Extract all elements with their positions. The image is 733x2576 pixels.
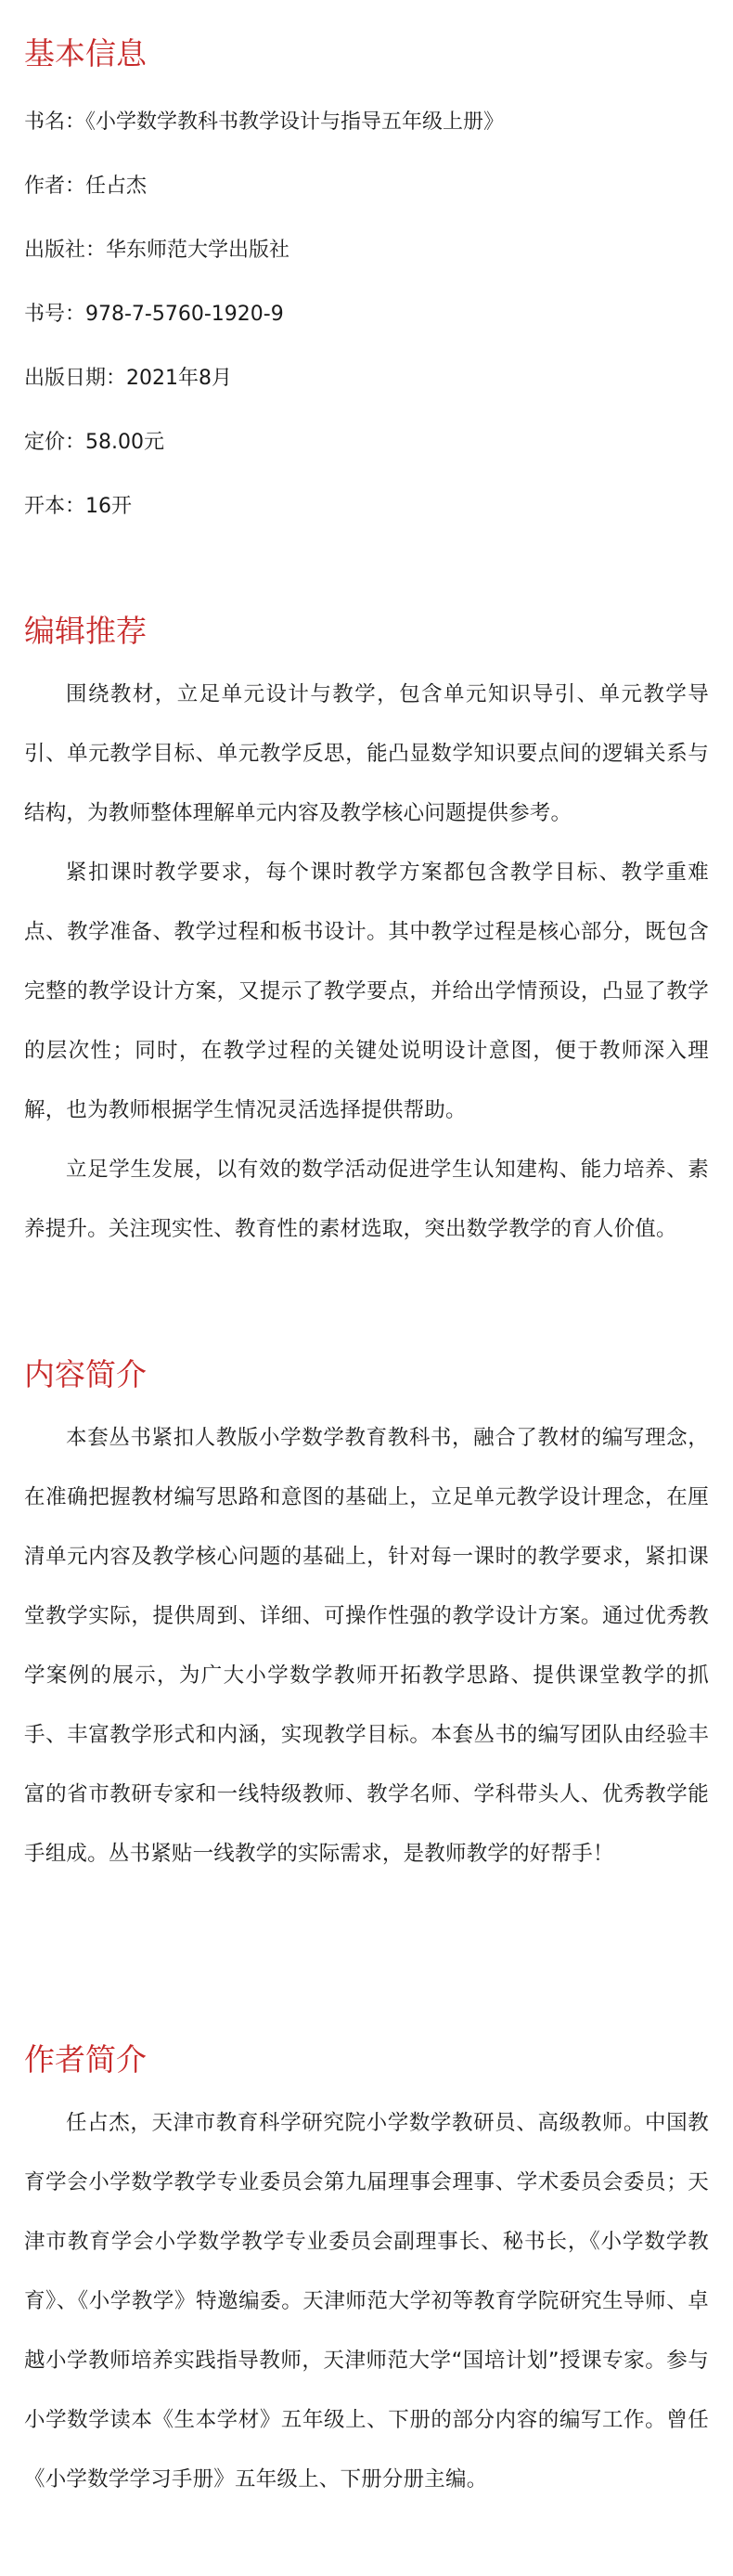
author-paragraph: 任占杰，天津市教育科学研究院小学数学教研员、高级教师。中国教育学会小学数学教学专业委员会第九届理事会理事、学术委员会委员；天津市教育学会小学数学教学专业委员会副理事长、秘书长，《小学数学教育》、《小学教学》特邀编委。天津师范大学初等教育学院研究生导师、卓越小学教师培养实践指导教师，天津师范大学“国培计划”授课专家。参与小学数学读本《生本学材》五年级上、下册的部分内容的编写工作。曾任《小学数学学习手册》五年级上、下册分册主编。 (24, 2111, 709, 2492)
section-title-basic-info: 基本信息 (24, 35, 147, 71)
summary-paragraph: 本套丛书紧扣人教版小学数学教育教科书，融合了教材的编写理念，在准确把握教材编写思路和意图的基础上，立足单元教学设计理念，在厘清单元内容及教学核心问题的基础上，针对每一课时的教学要求，紧扣课堂教学实际，提供周到、详细、可操作性强的教学设计方案。通过优秀教学案例的展示，为广大小学数学教师开拓教学思路、提供课堂教学的抓手、丰富教学形式和内涵，实现教学目标。本套丛书的编写团队由经验丰富的省市教研专家和一线特级教师、教学名师、学科带头人、优秀教学能手组成。丛书紧贴一线教学的实际需求，是教师教学的好帮手！ (24, 1426, 709, 1866)
info-isbn: 书号：978-7-5760-1920-9 (24, 303, 284, 326)
editor-recommendation-body (24, 665, 709, 1259)
info-price: 定价：58.00元 (24, 431, 164, 454)
section-title-editor-recommendation: 编辑推荐 (24, 613, 147, 649)
editor-paragraph: 立足学生发展，以有效的数学活动促进学生认知建构、能力培养、素养提升。关注现实性、教育性的素材选取，突出数学教学的育人价值。 (24, 1158, 709, 1241)
info-publisher: 出版社：华东师范大学出版社 (24, 239, 290, 262)
author-intro-body (24, 2093, 709, 2509)
info-publish-date: 出版日期：2021年8月 (24, 367, 232, 390)
section-title-content-summary: 内容简介 (24, 1356, 147, 1392)
info-book-title: 书名：《小学数学教科书教学设计与指导五年级上册》 (24, 110, 505, 134)
content-summary-body (24, 1408, 709, 1883)
info-author: 作者：任占杰 (24, 175, 148, 198)
editor-paragraph: 围绕教材，立足单元设计与教学，包含单元知识导引、单元教学导引、单元教学目标、单元教学反思，能凸显数学知识要点间的逻辑关系与结构，为教师整体理解单元内容及教学核心问题提供参考。 (24, 682, 709, 825)
basic-info-list (24, 108, 709, 556)
section-title-author-intro: 作者简介 (24, 2041, 147, 2078)
info-format: 开本：16开 (24, 495, 132, 518)
editor-paragraph: 紧扣课时教学要求，每个课时教学方案都包含教学目标、教学重难点、教学准备、教学过程和板书设计。其中教学过程是核心部分，既包含完整的教学设计方案，又提示了教学要点，并给出学情预设，凸显了教学的层次性；同时，在教学过程的关键处说明设计意图，便于教师深入理解，也为教师根据学生情况灵活选择提供帮助。 (24, 861, 709, 1122)
